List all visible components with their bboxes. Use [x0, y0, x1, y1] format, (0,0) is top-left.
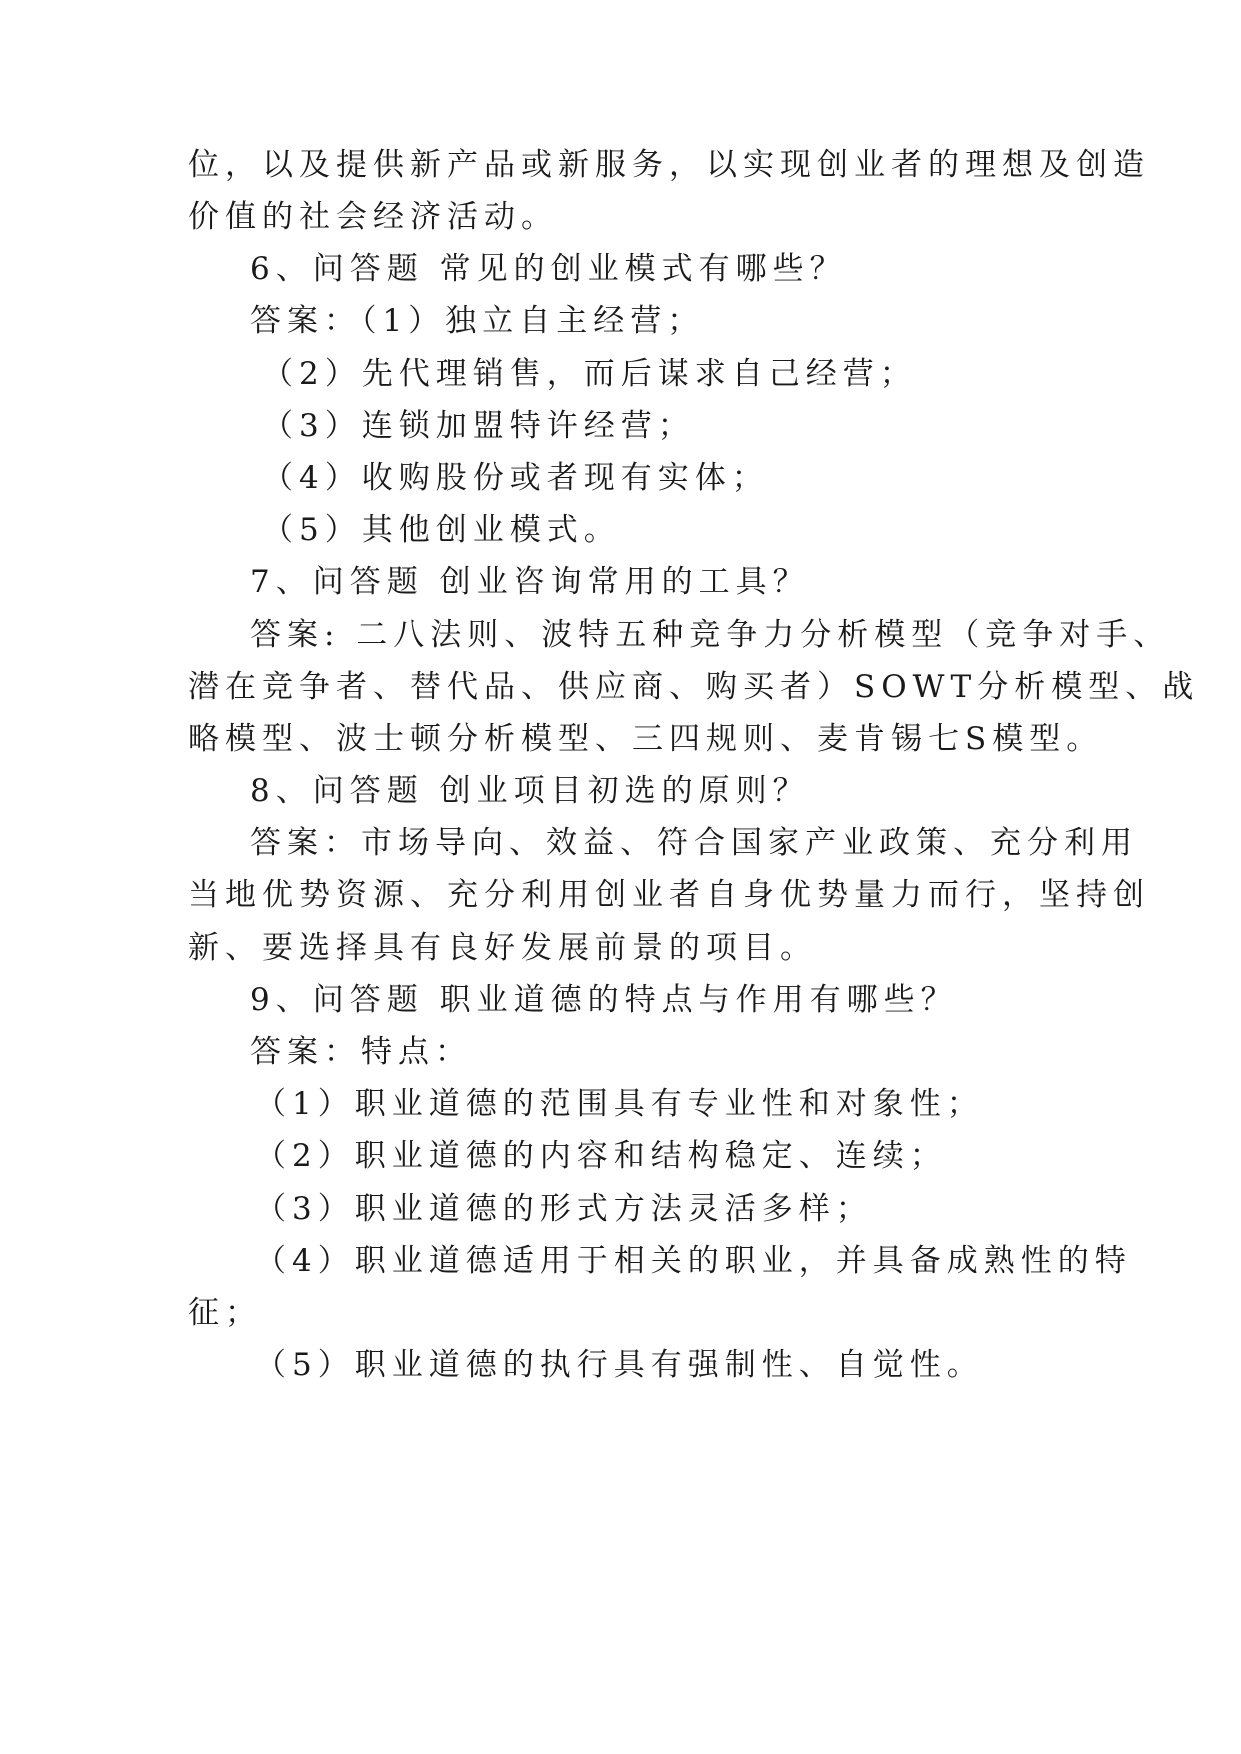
- question-heading: 6、问答题 常见的创业模式有哪些？: [250, 251, 847, 287]
- question-heading: 8、问答题 创业项目初选的原则？: [250, 773, 810, 809]
- answer-line: 答案：市场导向、效益、符合国家产业政策、充分利用: [250, 825, 1138, 861]
- answer-item: （2）职业道德的内容和结构稳定、连续；: [255, 1138, 947, 1174]
- answer-item: （1）职业道德的范围具有专业性和对象性；: [255, 1086, 984, 1122]
- answer-line: 答案：特点：: [250, 1034, 472, 1070]
- answer-line: 答案: 二八法则、波特五种竞争力分析模型（竞争对手、: [250, 617, 1171, 653]
- answer-item: （5）职业道德的执行具有强制性、自觉性。: [255, 1347, 984, 1383]
- paragraph-line: 略模型、波士顿分析模型、三四规则、麦肯锡七S模型。: [188, 721, 1104, 757]
- answer-item: （3）职业道德的形式方法灵活多样；: [255, 1191, 873, 1227]
- paragraph-line: 潜在竞争者、替代品、供应商、购买者）SOWT分析模型、战: [188, 669, 1200, 705]
- question-heading: 9、问答题 职业道德的特点与作用有哪些？: [250, 982, 958, 1018]
- answer-item: （3）连锁加盟特许经营；: [262, 408, 695, 444]
- question-heading: 7、问答题 创业咨询常用的工具？: [250, 564, 810, 600]
- answer-line: 答案：（1）独立自主经营；: [250, 303, 705, 339]
- answer-item: （4）收购股份或者现有实体；: [262, 460, 769, 496]
- answer-item: （2）先代理销售，而后谋求自己经营；: [262, 356, 917, 392]
- paragraph-line: 征；: [188, 1295, 262, 1331]
- paragraph-line: 当地优势资源、充分利用创业者自身优势量力而行，坚持创: [188, 877, 1150, 913]
- answer-item: （4）职业道德适用于相关的职业，并具备成熟性的特: [255, 1243, 1132, 1279]
- answer-item: （5）其他创业模式。: [262, 512, 621, 548]
- paragraph-line: 价值的社会经济活动。: [188, 199, 558, 235]
- paragraph-line: 位，以及提供新产品或新服务，以实现创业者的理想及创造: [188, 147, 1150, 183]
- paragraph-line: 新、要选择具有良好发展前景的项目。: [188, 930, 817, 966]
